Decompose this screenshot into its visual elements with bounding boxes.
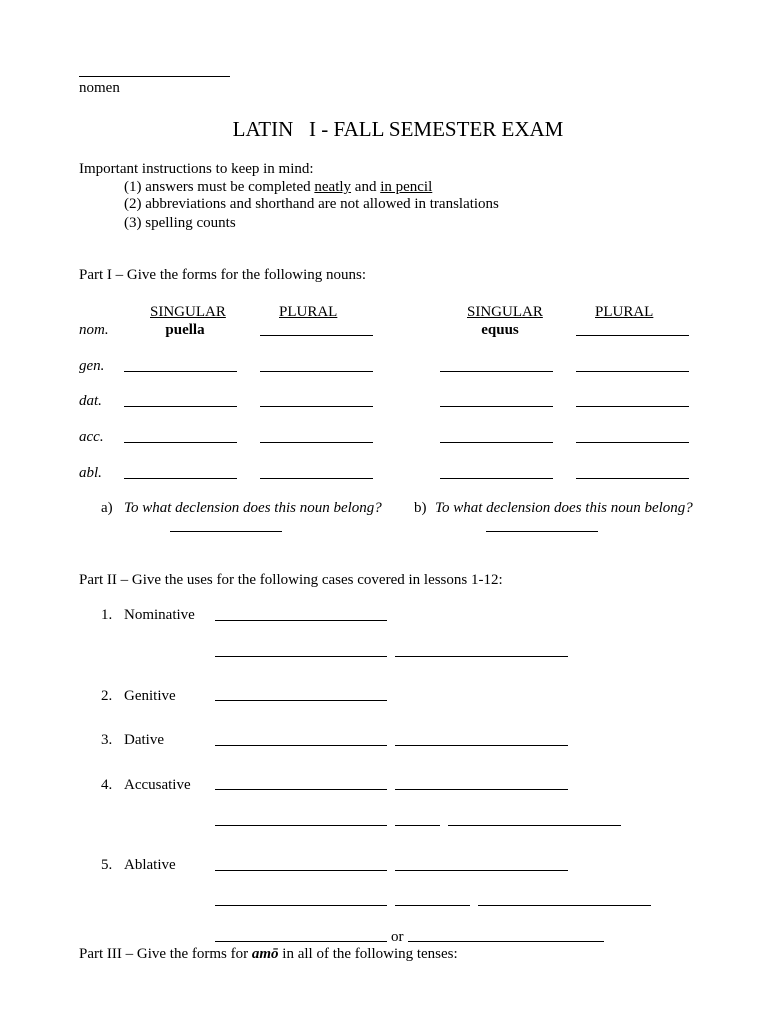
nominative-blank-3[interactable] xyxy=(395,656,568,657)
part3-heading-suffix: in all of the following tenses: xyxy=(278,946,458,962)
question-a: To what declension does this noun belong? xyxy=(124,500,382,516)
acc-singular-1-blank[interactable] xyxy=(124,442,237,443)
gen-plural-1-blank[interactable] xyxy=(260,371,373,372)
name-line[interactable] xyxy=(79,76,230,77)
name-label: nomen xyxy=(79,80,120,96)
instruction-1-neatly: neatly xyxy=(314,179,352,195)
part1-heading: Part I – Give the forms for the following nouns: xyxy=(79,267,367,283)
accusative-blank-5[interactable] xyxy=(448,825,621,826)
case-use-num-5: 5. xyxy=(101,857,113,873)
question-a-marker: a) xyxy=(101,500,113,516)
instruction-item-1 xyxy=(124,180,432,195)
abl-plural-1-blank[interactable] xyxy=(260,478,373,479)
case-use-label-ablative: Ablative xyxy=(124,857,176,873)
part3-verb: amō xyxy=(251,946,279,962)
case-dat: dat. xyxy=(79,393,102,409)
col-plural-1: PLURAL xyxy=(279,304,338,320)
dat-plural-2-blank[interactable] xyxy=(576,406,689,407)
case-gen: gen. xyxy=(79,358,105,374)
case-acc: acc. xyxy=(79,429,104,445)
case-use-num-1: 1. xyxy=(101,607,113,623)
ablative-or-text: or xyxy=(391,929,404,945)
instruction-item-2: (2) abbreviations and shorthand are not allowed in translations xyxy=(124,196,499,212)
question-a-blank[interactable] xyxy=(170,531,282,532)
dat-singular-2-blank[interactable] xyxy=(440,406,553,407)
ablative-blank-1[interactable] xyxy=(215,870,387,871)
ablative-blank-2[interactable] xyxy=(395,870,568,871)
ablative-blank-5[interactable] xyxy=(478,905,651,906)
case-use-num-2: 2. xyxy=(101,688,113,704)
instruction-1-and: and xyxy=(351,179,381,195)
ablative-blank-3[interactable] xyxy=(215,905,387,906)
instruction-item-3: (3) spelling counts xyxy=(124,215,236,231)
col-singular-1: SINGULAR xyxy=(150,304,226,320)
gen-plural-2-blank[interactable] xyxy=(576,371,689,372)
case-use-label-genitive: Genitive xyxy=(124,688,176,704)
ablative-blank-7[interactable] xyxy=(408,941,604,942)
gen-singular-1-blank[interactable] xyxy=(124,371,237,372)
dat-singular-1-blank[interactable] xyxy=(124,406,237,407)
part3-heading xyxy=(79,947,458,962)
col-plural-2: PLURAL xyxy=(595,304,654,320)
accusative-blank-2[interactable] xyxy=(395,789,568,790)
exam-title: LATIN I - FALL SEMESTER EXAM xyxy=(232,117,564,141)
dative-blank-2[interactable] xyxy=(395,745,568,746)
dat-plural-1-blank[interactable] xyxy=(260,406,373,407)
instruction-1-text: (1) answers must be completed xyxy=(124,179,315,195)
case-use-num-4: 4. xyxy=(101,777,113,793)
nom-plural-1-blank[interactable] xyxy=(260,335,373,336)
abl-plural-2-blank[interactable] xyxy=(576,478,689,479)
case-nom: nom. xyxy=(79,322,109,338)
acc-plural-2-blank[interactable] xyxy=(576,442,689,443)
genitive-blank-1[interactable] xyxy=(215,700,387,701)
abl-singular-2-blank[interactable] xyxy=(440,478,553,479)
abl-singular-1-blank[interactable] xyxy=(124,478,237,479)
nom-plural-2-blank[interactable] xyxy=(576,335,689,336)
ablative-blank-6[interactable] xyxy=(215,941,387,942)
dative-blank-1[interactable] xyxy=(215,745,387,746)
question-b-blank[interactable] xyxy=(486,531,598,532)
nominative-blank-1[interactable] xyxy=(215,620,387,621)
instructions-intro: Important instructions to keep in mind: xyxy=(79,161,314,177)
case-use-label-dative: Dative xyxy=(124,732,164,748)
ablative-blank-4[interactable] xyxy=(395,905,470,906)
case-use-label-accusative: Accusative xyxy=(124,777,191,793)
col-singular-2: SINGULAR xyxy=(467,304,543,320)
accusative-blank-3[interactable] xyxy=(215,825,387,826)
noun-2: equus xyxy=(481,322,519,338)
part3-heading-prefix: Part III – Give the forms for xyxy=(79,946,252,962)
case-use-num-3: 3. xyxy=(101,732,113,748)
accusative-blank-4[interactable] xyxy=(395,825,440,826)
question-b: To what declension does this noun belong? xyxy=(435,500,693,516)
acc-singular-2-blank[interactable] xyxy=(440,442,553,443)
nominative-blank-2[interactable] xyxy=(215,656,387,657)
noun-1: puella xyxy=(165,322,205,338)
part2-heading: Part II – Give the uses for the following cases covered in lessons 1-12: xyxy=(79,572,503,588)
gen-singular-2-blank[interactable] xyxy=(440,371,553,372)
instruction-1-pencil: in pencil xyxy=(380,179,433,195)
question-b-marker: b) xyxy=(414,500,427,516)
case-use-label-nominative: Nominative xyxy=(124,607,195,623)
acc-plural-1-blank[interactable] xyxy=(260,442,373,443)
case-abl: abl. xyxy=(79,465,102,481)
accusative-blank-1[interactable] xyxy=(215,789,387,790)
